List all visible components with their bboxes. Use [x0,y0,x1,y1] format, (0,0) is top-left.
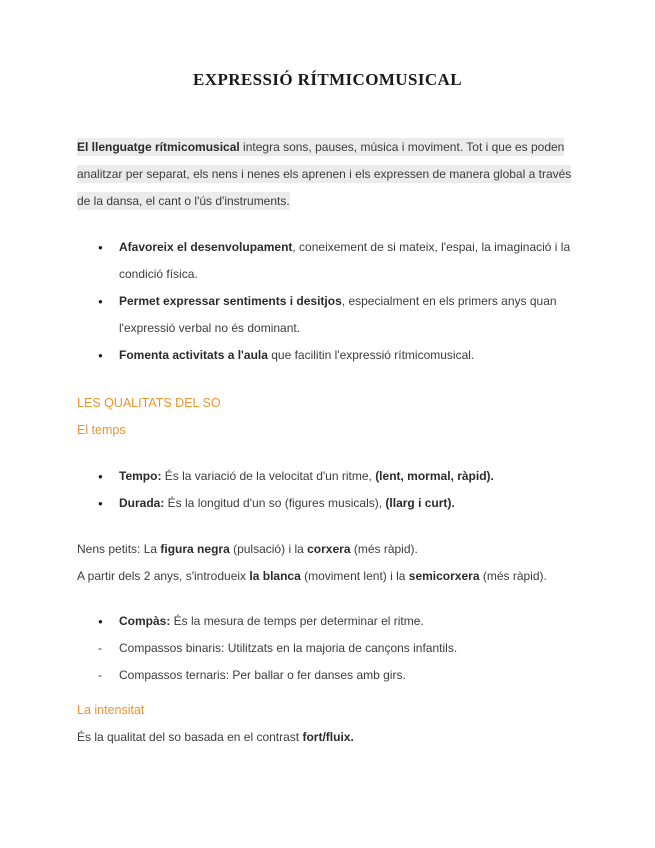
list-item [77,608,578,635]
document-title: EXPRESSIÓ RÍTMICOMUSICAL [193,70,462,89]
term-bold-text: (lent, mormal, ràpid). [375,469,494,483]
paragraph-bold-text: semicorxera [408,569,480,583]
highlighted-text [77,138,571,210]
list-item [77,234,578,288]
paragraph-bold-text: figura negra [160,542,230,556]
term-bold-text: Tempo: [119,469,162,483]
paragraph-text: Nens petits: La [77,542,161,556]
list-item [77,635,578,662]
benefit-rest-text: , coneixement de si mateix, l'espai, la imaginació i la condició física. [119,240,571,281]
benefit-bold-text: Fomenta activitats a l'aula [119,348,268,362]
term-bold-text: Durada: [119,496,165,510]
nens-petits-paragraph [77,536,578,563]
term-bold-text: Compàs: [119,614,171,628]
paragraph-text: (pulsació) i la [229,542,308,556]
list-item [77,288,578,342]
paragraph-text: (moviment lent) i la [300,569,409,583]
paragraph-bold-text: fort/fluix. [302,730,354,744]
list-item [77,463,578,490]
benefit-bold-text: Permet expressar sentiments i desitjos [119,294,342,308]
list-item [77,490,578,517]
paragraph-bold-text: la blanca [249,569,301,583]
dash-item-text: Compassos binaris: Utilitzats en la majoria de cançons infantils. [119,641,458,655]
term-mid-text: És la variació de la velocitat d'un ritme, [161,469,376,483]
term-rest-text: És la mesura de temps per determinar el ritme. [170,614,424,628]
intro-paragraph [77,134,578,215]
intensitat-paragraph [77,724,578,751]
benefit-bold-text: Afavoreix el desenvolupament [119,240,293,254]
paragraph-text: (més ràpid). [479,569,547,583]
intro-rest-text: integra sons, pauses, música i moviment. Tot i que es poden analitzar per separat, els nens i nenes els aprenen i els expressen de manera global a través de la dansa, el cant o l'ús d'instruments. [77,140,572,208]
paragraph-text: És la qualitat del so basada en el contrast [77,730,303,744]
benefit-rest-text: , especialment en els primers anys quan l'expressió verbal no és dominant. [119,294,557,335]
dos-anys-paragraph [77,563,578,590]
list-item [77,342,578,369]
compas-list [77,608,578,689]
paragraph-text: (més ràpid). [350,542,418,556]
paragraph-bold-text: corxera [307,542,351,556]
tempo-list [77,463,578,517]
benefits-list [77,234,578,369]
paragraph-text: A partir dels 2 anys, s'introdueix [77,569,250,583]
term-mid-text: És la longitud d'un so (figures musicals), [164,496,386,510]
term-bold-text: (llarg i curt). [385,496,455,510]
dash-item-text: Compassos ternaris: Per ballar o fer danses amb girs. [119,668,406,682]
sub-heading-el-temps: El temps [77,423,126,437]
section-heading-qualitats: LES QUALITATS DEL SO [77,396,221,410]
benefit-rest-text: que facilitin l'expressió rítmicomusical. [267,348,475,362]
intro-bold-text: El llenguatge rítmicomusical [77,140,240,154]
sub-heading-la-intensitat: La intensitat [77,703,145,717]
list-item [77,662,578,689]
